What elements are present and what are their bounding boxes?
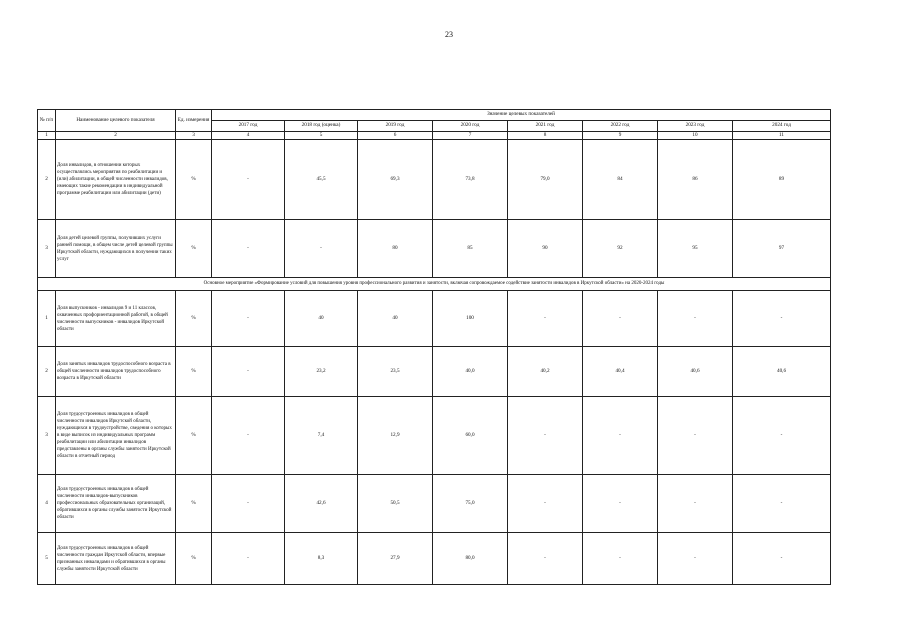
unit-cell: % [176, 475, 212, 533]
column-number: 3 [176, 132, 212, 140]
value-cell: 69,3 [358, 140, 433, 220]
value-cell: - [212, 397, 285, 475]
value-cell: - [583, 475, 658, 533]
value-cell: 75,0 [433, 475, 508, 533]
column-number-row [38, 132, 831, 140]
indicator-name: Доля выпускников - инвалидов 9 и 11 классов, охваченных профориентационной работой, в общей численности выпускников - инвалидов Иркутской области [56, 291, 176, 347]
table-row [38, 397, 831, 475]
value-cell: 60,0 [433, 397, 508, 475]
table-row [38, 140, 831, 220]
value-cell: - [212, 475, 285, 533]
column-number: 1 [38, 132, 56, 140]
column-number: 11 [733, 132, 831, 140]
value-cell: - [658, 397, 733, 475]
value-cell: 80 [358, 220, 433, 278]
header-year: 2020 год [433, 121, 508, 132]
header-year: 2023 год [658, 121, 733, 132]
value-cell: - [508, 533, 583, 585]
value-cell: 40,0 [433, 347, 508, 397]
row-num: 5 [38, 533, 56, 585]
value-cell: - [508, 397, 583, 475]
value-cell: 92 [583, 220, 658, 278]
unit-cell: % [176, 347, 212, 397]
indicator-name: Доля трудоустроенных инвалидов в общей численности инвалидов Иркутской области, нуждающихся в трудоустройстве, сведения о которых в виде выписок из индивидуальных программ реабилитации или абилитации инвалидов представлены в органы службы занятости Иркутской области в отчетный период [56, 397, 176, 475]
value-cell: 7,4 [285, 397, 358, 475]
value-cell: 73,8 [433, 140, 508, 220]
table-row [38, 347, 831, 397]
column-number: 9 [583, 132, 658, 140]
value-cell: 90 [508, 220, 583, 278]
column-number: 6 [358, 132, 433, 140]
row-num: 2 [38, 140, 56, 220]
header-year: 2017 год [212, 121, 285, 132]
value-cell: - [508, 475, 583, 533]
table-row [38, 291, 831, 347]
value-cell: 40,6 [733, 347, 831, 397]
table-row [38, 475, 831, 533]
column-number: 10 [658, 132, 733, 140]
value-cell: 40,6 [658, 347, 733, 397]
column-number: 7 [433, 132, 508, 140]
value-cell: 97 [733, 220, 831, 278]
section-title: Основное мероприятие «Формирование условий для повышения уровня профессионального развития и занятости, включая сопровождаемое содействие занятости инвалидов в Иркутской области» на 2020-2024 годы [38, 278, 831, 291]
value-cell: 12,9 [358, 397, 433, 475]
header-year: 2021 год [508, 121, 583, 132]
indicator-name: Доля трудоустроенных инвалидов в общей численности граждан Иркутской области, впервые признанных инвалидами и обратившихся в органы службы занятости Иркутской области [56, 533, 176, 585]
value-cell: - [285, 220, 358, 278]
value-cell: 42,6 [285, 475, 358, 533]
indicator-name: Доля инвалидов, в отношении которых осуществлялись мероприятия по реабилитации и (или) абилитации, в общей численности инвалидов, имеющих такие рекомендации в индивидуальной программе реабилитации или абилитации (дети) [56, 140, 176, 220]
value-cell: 27,9 [358, 533, 433, 585]
target-indicators-table [37, 109, 831, 585]
value-cell: - [733, 291, 831, 347]
value-cell: 40 [358, 291, 433, 347]
header-values-group: Значение целевых показателей [212, 110, 831, 121]
value-cell: - [733, 475, 831, 533]
unit-cell: % [176, 220, 212, 278]
header-year: 2019 год [358, 121, 433, 132]
value-cell: 100 [433, 291, 508, 347]
column-number: 8 [508, 132, 583, 140]
table-row [38, 220, 831, 278]
value-cell: - [733, 397, 831, 475]
value-cell: 84 [583, 140, 658, 220]
page-number: 23 [445, 30, 453, 39]
header-num: № п/п [38, 110, 56, 132]
row-num: 1 [38, 291, 56, 347]
indicator-name: Доля детей целевой группы, получивших услуги ранней помощи, в общем числе детей целевой группы Иркутской области, нуждающихся в получении таких услуг [56, 220, 176, 278]
value-cell: - [583, 397, 658, 475]
value-cell: - [212, 220, 285, 278]
column-number: 2 [56, 132, 176, 140]
value-cell: - [212, 347, 285, 397]
value-cell: 89 [733, 140, 831, 220]
unit-cell: % [176, 291, 212, 347]
row-num: 3 [38, 397, 56, 475]
header-year: 2024 год [733, 121, 831, 132]
row-num: 3 [38, 220, 56, 278]
value-cell: - [212, 291, 285, 347]
value-cell: 40 [285, 291, 358, 347]
row-num: 2 [38, 347, 56, 397]
value-cell: 40,2 [508, 347, 583, 397]
column-number: 5 [285, 132, 358, 140]
value-cell: - [658, 533, 733, 585]
table-row [38, 533, 831, 585]
value-cell: - [583, 533, 658, 585]
value-cell: 80,0 [433, 533, 508, 585]
value-cell: 8,3 [285, 533, 358, 585]
value-cell: - [658, 291, 733, 347]
value-cell: 50,5 [358, 475, 433, 533]
section-row [38, 278, 831, 291]
value-cell: - [212, 140, 285, 220]
row-num: 4 [38, 475, 56, 533]
value-cell: 95 [658, 220, 733, 278]
value-cell: - [508, 291, 583, 347]
unit-cell: % [176, 533, 212, 585]
value-cell: 23,5 [358, 347, 433, 397]
indicator-name: Доля трудоустроенных инвалидов в общей численности инвалидов-выпускников профессиональных образовательных организаций, обратившихся в органы службы занятости Иркутской области [56, 475, 176, 533]
header-unit: Ед. измерения [176, 110, 212, 132]
value-cell: - [583, 291, 658, 347]
value-cell: - [733, 533, 831, 585]
value-cell: 45,5 [285, 140, 358, 220]
header-row-1 [38, 110, 831, 121]
value-cell: 86 [658, 140, 733, 220]
header-year: 2018 год (оценка) [285, 121, 358, 132]
value-cell: 79,0 [508, 140, 583, 220]
value-cell: - [212, 533, 285, 585]
indicator-name: Доля занятых инвалидов трудоспособного возраста в общей численности инвалидов трудоспособного возраста в Иркутской области [56, 347, 176, 397]
header-name: Наименование целевого показателя [56, 110, 176, 132]
unit-cell: % [176, 140, 212, 220]
value-cell: 85 [433, 220, 508, 278]
header-year: 2022 год [583, 121, 658, 132]
value-cell: 40,4 [583, 347, 658, 397]
value-cell: 23,2 [285, 347, 358, 397]
value-cell: - [658, 475, 733, 533]
unit-cell: % [176, 397, 212, 475]
column-number: 4 [212, 132, 285, 140]
